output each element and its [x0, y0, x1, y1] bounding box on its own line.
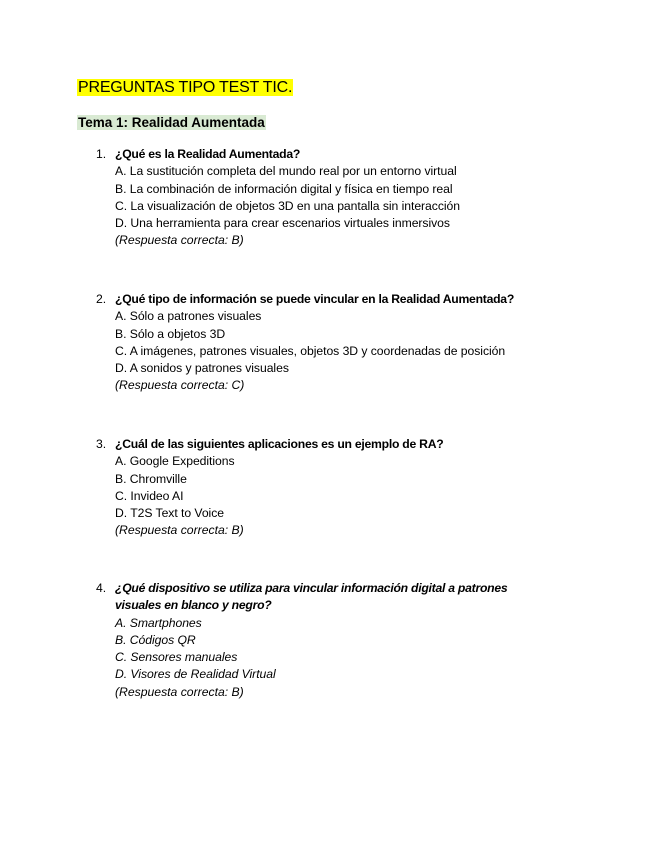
question-body — [115, 580, 541, 701]
option-c: C. La visualización de objetos 3D en una pantalla sin interacción — [115, 198, 460, 213]
question-text: ¿Qué es la Realidad Aumentada? — [115, 147, 301, 161]
correct-answer: (Respuesta correcta: C) — [115, 378, 245, 393]
question-body — [115, 146, 596, 250]
option-c: C. A imágenes, patrones visuales, objetos 3D y coordenadas de posición — [115, 343, 506, 358]
option-b: B. Sólo a objetos 3D — [115, 326, 226, 341]
question-body — [115, 436, 596, 540]
option-c: C. Sensores manuales — [115, 650, 238, 665]
option-c: C. Invideo AI — [115, 488, 184, 503]
correct-answer: (Respuesta correcta: B) — [115, 233, 244, 248]
question-text: ¿Qué tipo de información se puede vincular en la Realidad Aumentada? — [115, 292, 515, 306]
option-d: D. A sonidos y patrones visuales — [115, 361, 289, 376]
question-number: 2. — [96, 292, 107, 306]
option-a: A. Sólo a patrones visuales — [115, 309, 262, 324]
question-text: ¿Cuál de las siguientes aplicaciones es un ejemplo de RA? — [115, 437, 444, 451]
question-4 — [96, 580, 541, 701]
question-number: 3. — [96, 437, 107, 451]
question-number: 4. — [96, 581, 107, 595]
question-number: 1. — [96, 147, 107, 161]
section-title-text: Tema 1: Realidad Aumentada — [78, 115, 265, 130]
option-d: D. Una herramienta para crear escenarios virtuales inmersivos — [115, 216, 450, 231]
option-d: D. Visores de Realidad Virtual — [115, 667, 276, 682]
option-a: A. Google Expeditions — [115, 454, 235, 469]
option-d: D. T2S Text to Voice — [115, 506, 224, 521]
question-text: ¿Qué dispositivo se utiliza para vincular información digital a patrones visuales en blanco y negro? — [115, 581, 508, 613]
question-2 — [96, 291, 596, 395]
question-1 — [96, 146, 596, 250]
option-b: B. Chromville — [115, 471, 187, 486]
section-title — [77, 114, 266, 132]
option-b: B. Códigos QR — [115, 632, 196, 647]
document-title — [77, 78, 293, 98]
correct-answer: (Respuesta correcta: B) — [115, 684, 244, 699]
option-a: A. La sustitución completa del mundo real por un entorno virtual — [115, 164, 457, 179]
correct-answer: (Respuesta correcta: B) — [115, 523, 244, 538]
question-3 — [96, 436, 596, 540]
question-body — [115, 291, 596, 395]
option-a: A. Smartphones — [115, 615, 202, 630]
document-title-text: PREGUNTAS TIPO TEST TIC. — [78, 79, 293, 96]
option-b: B. La combinación de información digital y física en tiempo real — [115, 181, 453, 196]
